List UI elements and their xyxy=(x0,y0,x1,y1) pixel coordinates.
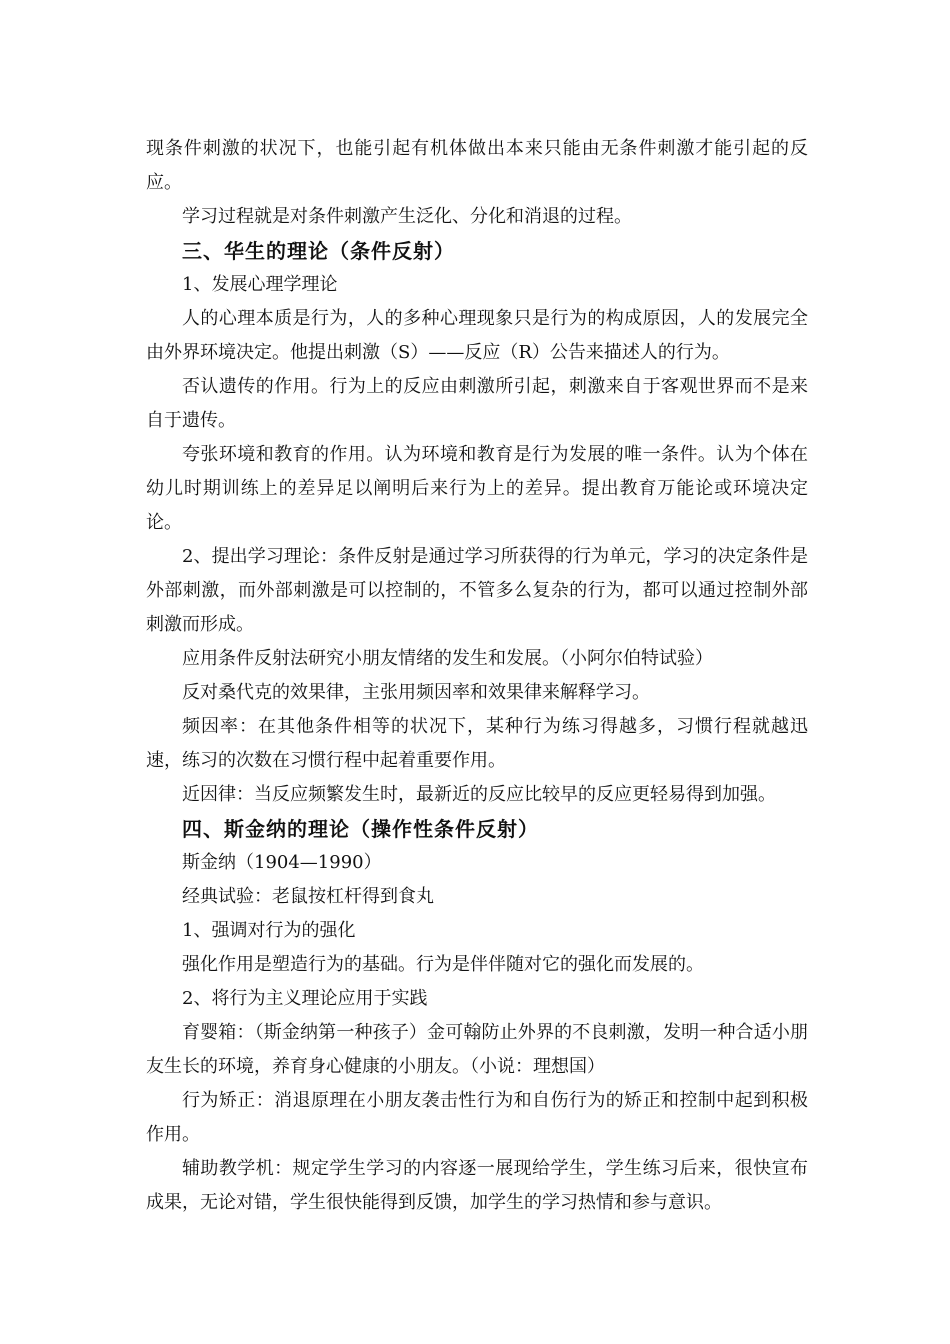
paragraph-behavior-correction: 行为矫正：消退原理在小朋友袭击性行为和自伤行为的矫正和控制中起到积极作用。 xyxy=(146,1090,808,1145)
paragraph-skinner-dates: 斯金纳（1904—1990） xyxy=(182,852,382,873)
paragraph-reinforcement-basis: 强化作用是塑造行为的基础。行为是伴伴随对它的强化而发展的。 xyxy=(182,954,704,975)
paragraph-psychology-essence: 人的心理本质是行为，人的多种心理现象只是行为的构成原因，人的发展完全由外界环境决定。他提出刺激（S）——反应（R）公告来描述人的行为。 xyxy=(146,308,808,363)
section-heading-skinner: 四、斯金纳的理论（操作性条件反射） xyxy=(182,817,539,841)
paragraph-frequency-law: 频因率：在其他条件相等的状况下，某种行为练习得越多，习惯行程就越迅速，练习的次数在习惯行程中起着重要作用。 xyxy=(146,716,808,771)
subheading-practice: 2、将行为主义理论应用于实践 xyxy=(182,988,428,1009)
paragraph-learning-process: 学习过程就是对条件刺激产生泛化、分化和消退的过程。 xyxy=(182,206,632,227)
section-heading-watson: 三、华生的理论（条件反射） xyxy=(182,239,455,263)
paragraph-learning-theory: 2、提出学习理论：条件反射是通过学习所获得的行为单元，学习的决定条件是外部刺激，而外部刺激是可以控制的，不管多么复杂的行为，都可以通过控制外部刺激而形成。 xyxy=(146,546,808,635)
paragraph-classic-experiment: 经典试验：老鼠按杠杆得到食丸 xyxy=(182,886,434,907)
paragraph-deny-heredity: 否认遗传的作用。行为上的反应由刺激所引起，刺激来自于客观世界而不是来自于遗传。 xyxy=(146,376,808,431)
paragraph-oppose-thorndike: 反对桑代克的效果律，主张用频因率和效果律来解释学习。 xyxy=(182,682,650,703)
subheading-reinforcement: 1、强调对行为的强化 xyxy=(182,920,356,941)
paragraph-baby-box: 育婴箱：（斯金纳第一种孩子）金可翰防止外界的不良刺激，发明一种合适小朋友生长的环境，养育身心健康的小朋友。（小说：理想国） xyxy=(146,1022,808,1077)
paragraph-teaching-machine: 辅助教学机：规定学生学习的内容逐一展现给学生，学生练习后来，很快宣布成果，无论对错，学生很快能得到反馈，加学生的学习热情和参与意识。 xyxy=(146,1158,808,1213)
paragraph-recency-law: 近因律：当反应频繁发生时，最新近的反应比较早的反应更轻易得到加强。 xyxy=(182,784,776,805)
paragraph-environment-education: 夸张环境和教育的作用。认为环境和教育是行为发展的唯一条件。认为个体在幼儿时期训练上的差异足以阐明后来行为上的差异。提出教育万能论或环境决定论。 xyxy=(146,444,808,533)
paragraph-continuation: 现条件刺激的状况下，也能引起有机体做出本来只能由无条件刺激才能引起的反应。 xyxy=(146,138,808,193)
subheading-developmental-psychology: 1、发展心理学理论 xyxy=(182,274,338,295)
document-page xyxy=(146,132,808,1220)
paragraph-emotion-research: 应用条件反射法研究小朋友情绪的发生和发展。（小阿尔伯特试验） xyxy=(182,648,713,669)
